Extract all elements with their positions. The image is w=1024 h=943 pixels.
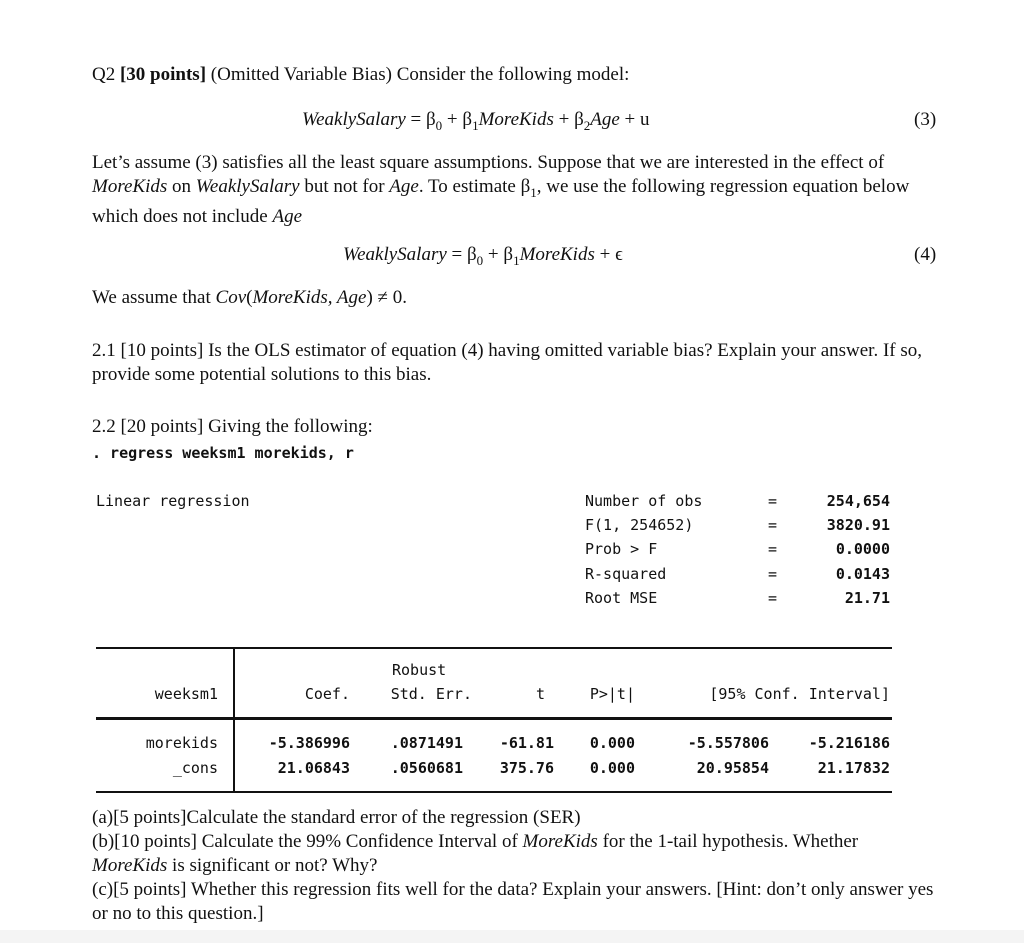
stat-equals: = xyxy=(768,565,778,583)
question-intro: (Omitted Variable Bias) Consider the following model: xyxy=(210,64,630,85)
header-t: t xyxy=(535,685,545,703)
stat-equals: = xyxy=(768,589,778,607)
header-dependent-var: weeksm1 xyxy=(154,685,218,703)
assumption-paragraph: Let’s assume (3) satisfies all the least square assumptions. Suppose that we are interested in the effect of MoreKids on WeaklySalary but not for Age. To estimate $\beta_1$, we use the following regression equation below which does not include Age xyxy=(92,152,910,227)
header-coef: Coef. xyxy=(304,685,350,703)
stat-equals: = xyxy=(768,492,778,510)
header-std-err: Std. Err. xyxy=(390,685,472,703)
stat-value: 254,654 xyxy=(826,492,890,510)
question-2-2: 2.2 [20 points] Giving the following: xyxy=(92,416,373,437)
header-p: P>|t| xyxy=(589,685,635,703)
equation-3: WeaklySalary = $\beta_0$ + $\beta_1MoreKids + \beta_2Age + u$ xyxy=(302,109,650,133)
stat-label: Prob > F xyxy=(585,540,658,558)
sub-questions xyxy=(92,806,937,926)
stata-command: . regress weeksm1 morekids, r xyxy=(92,444,354,462)
stat-equals: = xyxy=(768,540,778,558)
question-heading xyxy=(92,63,629,87)
table-top-rule xyxy=(96,647,892,649)
equation-4: WeaklySalary = $\beta_0$ + $\beta_1MoreKids + \epsilon$ xyxy=(343,244,623,268)
stat-value: 0.0143 xyxy=(835,565,890,583)
stat-value: 21.71 xyxy=(844,589,890,607)
part-a: (a)[5 points]Calculate the standard error of the regression (SER) xyxy=(92,807,581,828)
stat-value: 3820.91 xyxy=(826,516,890,534)
part-c: (c)[5 points] Whether this regression fits well for the data? Explain your answers. [Hint: don’t only answer yes or no to this question.] xyxy=(92,879,934,924)
question-label: Q2 xyxy=(92,64,116,85)
header-conf-interval: [95% Conf. Interval] xyxy=(709,685,890,703)
table-bottom-rule xyxy=(96,791,892,793)
stat-label: R-squared xyxy=(585,565,667,583)
stat-label: Root MSE xyxy=(585,589,658,607)
stat-value: 0.0000 xyxy=(835,540,890,558)
question-points: [30 points] xyxy=(119,64,207,85)
stat-equals: = xyxy=(768,516,778,534)
stat-label: Number of obs xyxy=(585,492,703,510)
regression-title: Linear regression xyxy=(96,492,250,510)
part-b: (b)[10 points] Calculate the 99% Confidence Interval of MoreKids for the 1-tail hypothesis. Whether MoreKids is significant or not? Why? xyxy=(92,831,859,876)
covariance-assumption: We assume that Cov(MoreKids, Age) ≠ 0. xyxy=(92,287,407,308)
page-bottom-shade xyxy=(0,930,1024,943)
stat-label: F(1, 254652) xyxy=(585,516,694,534)
equation-4-number: (4) xyxy=(914,244,937,265)
table-header-rule xyxy=(96,717,892,720)
question-2-1: 2.1 [10 points] Is the OLS estimator of equation (4) having omitted variable bias? Explain your answer. If so, provide some potential solutions to this bias. xyxy=(92,340,923,385)
header-robust: Robust xyxy=(392,661,447,679)
equation-3-number: (3) xyxy=(914,109,937,130)
